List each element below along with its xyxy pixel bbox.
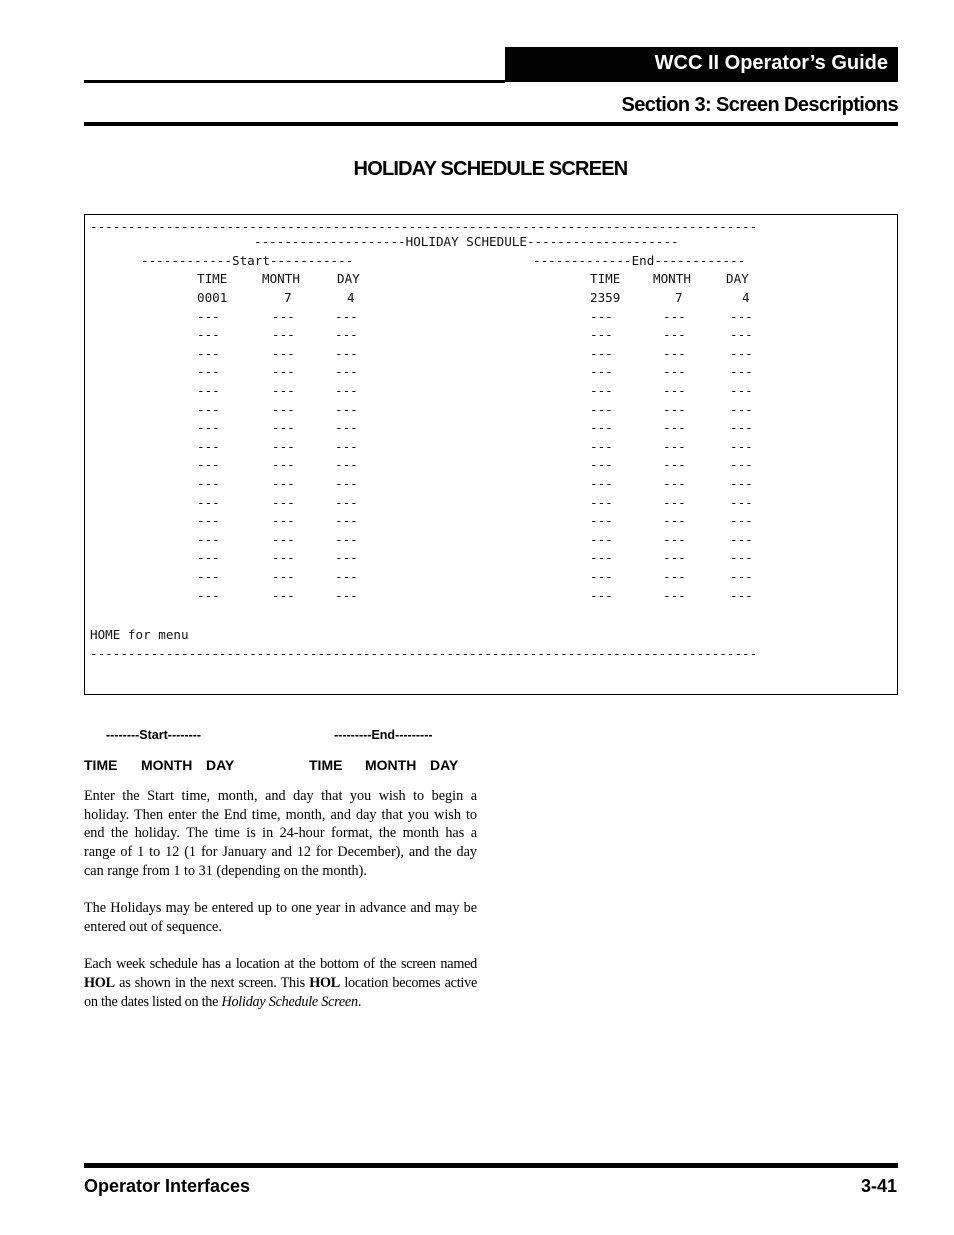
end-col-time-header: TIME [590, 271, 621, 286]
footer-rule [84, 1163, 898, 1168]
end-row-month: --- [663, 345, 686, 361]
start-row-month: --- [272, 420, 295, 436]
legend-end-day: DAY [430, 757, 459, 773]
start-row-month: --- [272, 457, 295, 473]
screen-bottom-border: ---------------------------------------------------------------------------------------- [90, 646, 758, 661]
start-row-month: --- [272, 550, 295, 566]
header-rule-bottom [84, 122, 898, 126]
start-header: ------------Start----------- [141, 253, 354, 268]
start-row-day: --- [335, 569, 358, 584]
end-row-day: --- [730, 383, 753, 398]
start-row-time: --- [197, 494, 220, 510]
start-row-day: --- [335, 494, 358, 510]
end-col-day-header: DAY [726, 271, 749, 286]
end-row-month: --- [663, 383, 686, 398]
start-row-month: --- [272, 494, 295, 510]
body-paragraph-2: The Holidays may be entered up to one year in advance and may be entered out of sequence. [84, 900, 477, 935]
end-row-month: --- [663, 494, 686, 510]
end-row-day: --- [730, 345, 753, 361]
end-row-month: --- [663, 438, 686, 454]
start-row-time: --- [197, 531, 220, 547]
start-col-month-header: MONTH [262, 271, 300, 286]
start-row-time: --- [197, 550, 220, 566]
end-col-month-header: MONTH [653, 271, 691, 286]
start-row-time: --- [197, 308, 220, 324]
start-row-month: --- [272, 531, 295, 547]
end-row-day: --- [730, 308, 753, 324]
end-row-day: --- [730, 327, 753, 343]
section-title: Section 3: Screen Descriptions [621, 94, 898, 116]
p3-text-b: as shown in the next screen. This [114, 975, 310, 991]
start-row-month: --- [272, 383, 295, 398]
start-col-time-header: TIME [197, 271, 228, 286]
end-row-time: --- [590, 569, 613, 584]
start-row-month: --- [272, 513, 295, 529]
legend-start-month: MONTH [141, 757, 193, 773]
start-row-time: 0001 [197, 290, 228, 305]
start-row-day: --- [335, 420, 358, 436]
start-row-time: --- [197, 345, 220, 361]
end-row-day: --- [730, 401, 753, 417]
start-row-day: --- [335, 327, 358, 343]
start-row-time: --- [197, 587, 220, 603]
start-row-month: --- [272, 476, 295, 491]
end-row-time: --- [590, 476, 613, 491]
start-row-time: --- [197, 513, 220, 529]
start-row-month: --- [272, 401, 295, 417]
end-row-month: --- [663, 587, 686, 603]
hol-term-1: HOL [84, 975, 115, 991]
start-col-day-header: DAY [337, 271, 360, 286]
hol-term-2: HOL [309, 975, 340, 991]
end-row-time: 2359 [590, 290, 621, 305]
holiday-schedule-screen [84, 214, 898, 695]
end-row-day: --- [730, 587, 753, 603]
end-row-time: --- [590, 401, 613, 417]
end-row-month: --- [663, 531, 686, 547]
start-row-time: --- [197, 438, 220, 454]
start-row-time: --- [197, 364, 220, 380]
end-row-time: --- [590, 420, 613, 436]
start-row-month: --- [272, 438, 295, 454]
end-row-month: --- [663, 327, 686, 343]
legend-end-time: TIME [309, 757, 343, 773]
start-row-day: --- [335, 345, 358, 361]
end-row-day: --- [730, 438, 753, 454]
end-row-day: --- [730, 420, 753, 436]
screen-top-border: ---------------------------------------------------------------------------------------- [90, 219, 758, 234]
guide-title: WCC II Operator’s Guide [654, 52, 888, 74]
home-prompt: HOME for menu [90, 627, 189, 642]
start-row-month: --- [272, 345, 295, 361]
footer-section-name: Operator Interfaces [84, 1176, 251, 1196]
screen-name-ref: Holiday Schedule Screen [221, 993, 358, 1010]
end-row-day: 4 [742, 290, 750, 305]
end-row-month: --- [663, 308, 686, 324]
start-row-month: --- [272, 364, 295, 380]
end-row-day: --- [730, 550, 753, 566]
start-row-day: --- [335, 438, 358, 454]
end-row-time: --- [590, 364, 613, 380]
page-title: HOLIDAY SCHEDULE SCREEN [353, 158, 628, 180]
body-text [84, 787, 477, 1030]
end-row-month: --- [663, 513, 686, 529]
start-row-day: --- [335, 513, 358, 529]
end-row-day: --- [730, 494, 753, 510]
screen-title-line: --------------------HOLIDAY SCHEDULE-------------------- [254, 234, 679, 249]
start-row-month: --- [272, 569, 295, 584]
legend-end-label: ---------End--------- [334, 728, 433, 742]
legend-start-time: TIME [84, 757, 118, 773]
guide-title-banner [505, 47, 898, 82]
start-row-time: --- [197, 457, 220, 473]
start-row-day: --- [335, 364, 358, 380]
start-row-day: --- [335, 531, 358, 547]
p3-text-end: . [357, 993, 362, 1010]
end-row-time: --- [590, 345, 613, 361]
end-row-time: --- [590, 308, 613, 324]
header-rule-top [84, 80, 505, 83]
legend-end-month: MONTH [365, 757, 417, 773]
end-row-time: --- [590, 513, 613, 529]
end-header: -------------End------------ [533, 253, 746, 268]
start-row-day: 4 [347, 290, 355, 305]
end-row-month: --- [663, 550, 686, 566]
start-row-time: --- [197, 327, 220, 343]
end-row-day: --- [730, 476, 753, 491]
start-row-day: --- [335, 550, 358, 566]
end-row-month: --- [663, 457, 686, 473]
end-row-month: --- [663, 476, 686, 491]
body-paragraph-3 [84, 955, 477, 1011]
end-row-time: --- [590, 383, 613, 398]
start-row-time: --- [197, 383, 220, 398]
start-row-day: --- [335, 383, 358, 398]
end-row-time: --- [590, 531, 613, 547]
end-row-day: --- [730, 569, 753, 584]
end-row-month: --- [663, 569, 686, 584]
body-paragraph-1: Enter the Start time, month, and day that you wish to begin a holiday. Then enter the End time, month, and day that you wish to end the holiday. The time is in 24-hour format, the month has a range of 1 to 12 (1 for January and 12 for December), and the day can range from 1 to 31 (depending on the month). [84, 788, 477, 879]
start-row-time: --- [197, 476, 220, 491]
start-row-month: --- [272, 587, 295, 603]
end-row-month: --- [663, 401, 686, 417]
legend-start-day: DAY [206, 757, 235, 773]
p3-text-a: Each week schedule has a location at the bottom of the screen named [84, 956, 477, 973]
end-row-day: --- [730, 364, 753, 380]
end-row-time: --- [590, 327, 613, 343]
end-row-time: --- [590, 494, 613, 510]
start-row-day: --- [335, 457, 358, 473]
start-row-month: 7 [284, 290, 292, 305]
start-row-day: --- [335, 308, 358, 324]
end-row-time: --- [590, 550, 613, 566]
start-row-day: --- [335, 401, 358, 417]
end-row-time: --- [590, 457, 613, 473]
start-row-day: --- [335, 587, 358, 603]
start-row-time: --- [197, 420, 220, 436]
end-row-month: 7 [675, 290, 683, 305]
end-row-day: --- [730, 457, 753, 473]
end-row-month: --- [663, 364, 686, 380]
end-row-day: --- [730, 531, 753, 547]
end-row-time: --- [590, 438, 613, 454]
end-row-day: --- [730, 513, 753, 529]
end-row-month: --- [663, 420, 686, 436]
legend-start-label: --------Start-------- [106, 728, 202, 742]
end-row-time: --- [590, 587, 613, 603]
p3-text-c: location becomes active on the dates listed on the [84, 975, 477, 1010]
start-row-month: --- [272, 308, 295, 324]
page-number: 3-41 [860, 1176, 897, 1196]
start-row-time: --- [197, 569, 220, 584]
start-row-month: --- [272, 327, 295, 343]
start-row-time: --- [197, 401, 220, 417]
start-row-day: --- [335, 476, 358, 491]
